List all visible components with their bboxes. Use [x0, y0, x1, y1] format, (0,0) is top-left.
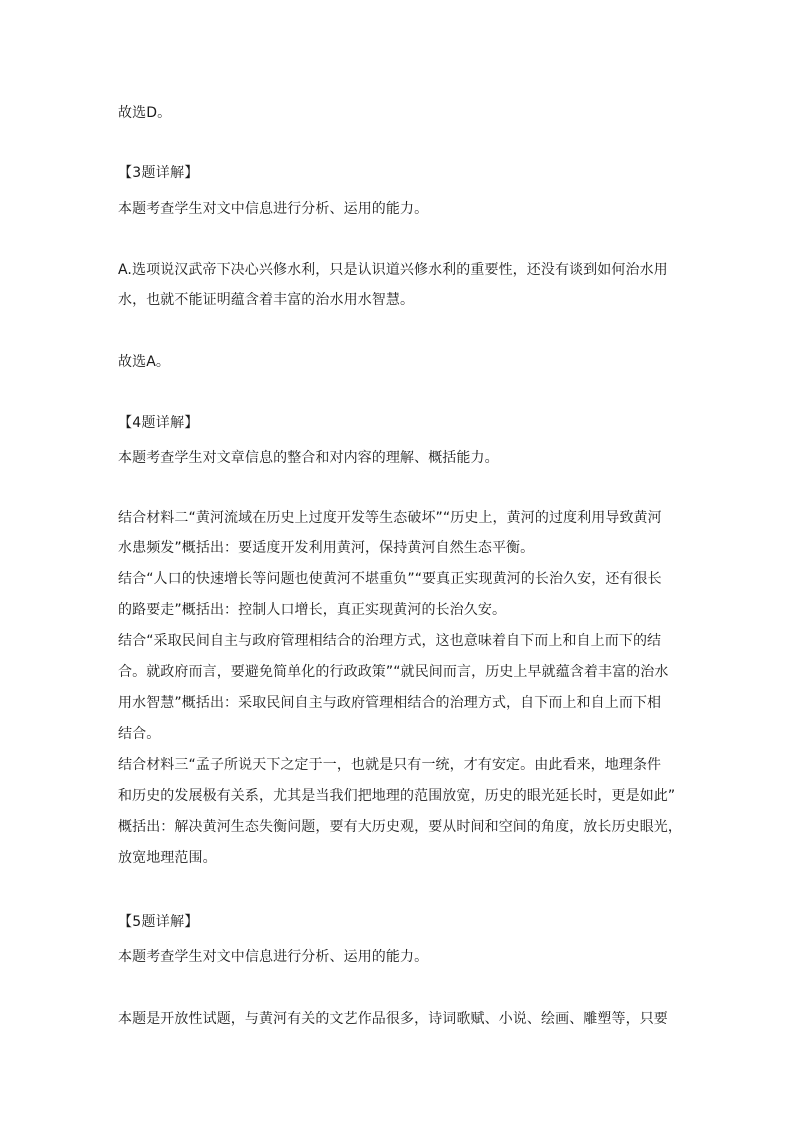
paragraph-line: 结合。: [118, 726, 161, 742]
section-heading-q4: 【4题详解】: [118, 415, 199, 431]
paragraph-line: 结合“采取民间自主与政府管理相结合的治理方式，这也意味着自下而上和自上而下的结: [118, 633, 662, 649]
paragraph-line: 结合材料三“孟子所说天下之定于一，也就是只有一统，才有安定。由此看来，地理条件: [118, 757, 662, 773]
paragraph-line: 本题是开放性试题，与黄河有关的文艺作品很多，诗词歌赋、小说、绘画、雕塑等，只要: [118, 1011, 668, 1027]
paragraph-line: 水患频发”概括出：要适度开发利用黄河，保持黄河自然生态平衡。: [118, 540, 535, 556]
paragraph-line: 本题考查学生对文中信息进行分析、运用的能力。: [118, 201, 429, 217]
paragraph-line: 本题考查学生对文中信息进行分析、运用的能力。: [118, 949, 429, 965]
paragraph-line: A.选项说汉武帝下决心兴修水利，只是认识道兴修水利的重要性，还没有谈到如何治水用: [118, 262, 668, 278]
paragraph-line: 本题考查学生对文章信息的整合和对内容的理解、概括能力。: [118, 450, 499, 466]
paragraph-line: 概括出：解决黄河生态失衡问题，要有大历史观，要从时间和空间的角度，放长历史眼光，: [118, 819, 682, 835]
answer-line: 故选A。: [118, 354, 170, 370]
paragraph-line: 水，也就不能证明蕴含着丰富的治水用水智慧。: [118, 292, 415, 308]
paragraph-line: 结合“人口的快速增长等问题也使黄河不堪重负”“要真正实现黄河的长治久安，还有很长: [118, 571, 662, 587]
paragraph-line: 用水智慧”概括出：采取民间自主与政府管理相结合的治理方式，自下而上和自上而下相: [118, 695, 662, 711]
answer-line: 故选D。: [118, 105, 172, 121]
section-heading-q3: 【3题详解】: [118, 165, 199, 181]
paragraph-line: 结合材料二“黄河流域在历史上过度开发等生态破坏”“历史上，黄河的过度利用导致黄河: [118, 510, 662, 526]
paragraph-line: 合。就政府而言，要避免简单化的行政政策”“就民间而言，历史上早就蕴含着丰富的治水: [118, 664, 669, 680]
section-heading-q5: 【5题详解】: [118, 914, 199, 930]
paragraph-line: 放宽地理范围。: [118, 850, 217, 866]
paragraph-line: 和历史的发展极有关系，尤其是当我们把地理的范围放宽，历史的眼光延长时，更是如此”: [118, 788, 676, 804]
paragraph-line: 的路要走”概括出：控制人口增长，真正实现黄河的长治久安。: [118, 602, 507, 618]
